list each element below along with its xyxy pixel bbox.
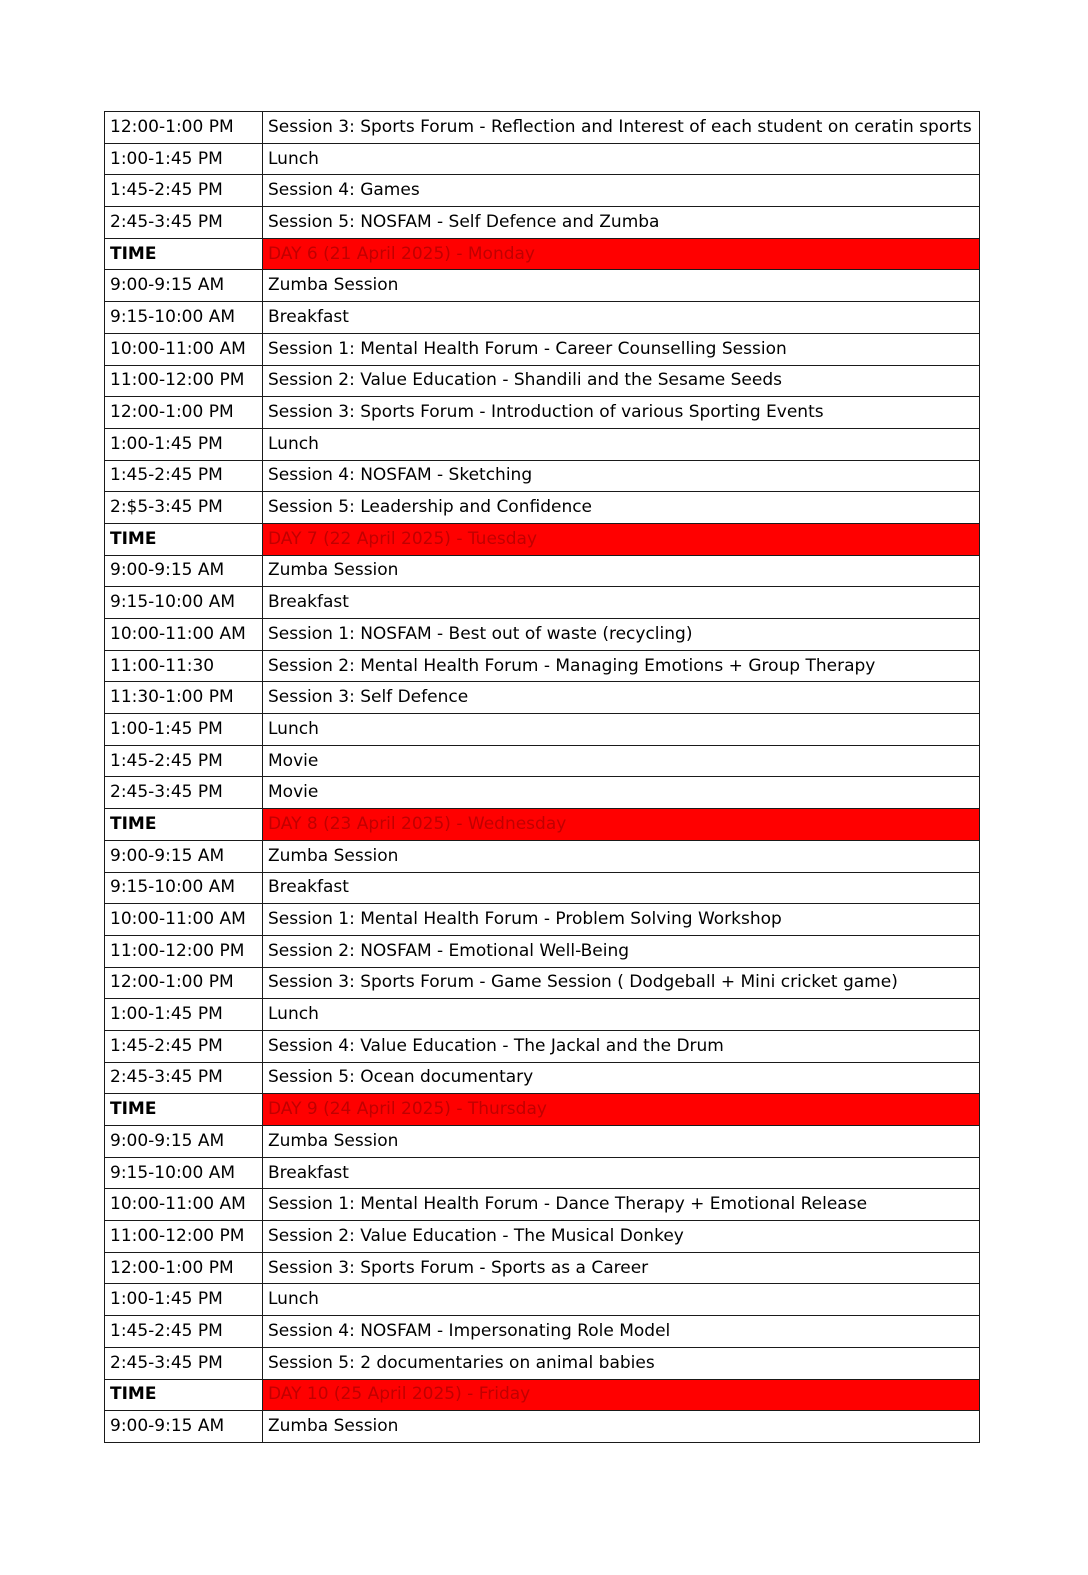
activity-cell: Breakfast [263,1157,980,1189]
time-cell: 2:$5-3:45 PM [105,492,263,524]
time-cell: 9:00-9:15 AM [105,840,263,872]
time-cell: 1:00-1:45 PM [105,714,263,746]
schedule-row [105,1284,980,1316]
schedule-row [105,872,980,904]
schedule-row [105,935,980,967]
schedule-row [105,1221,980,1253]
activity-cell: Session 5: Ocean documentary [263,1062,980,1094]
schedule-row [105,492,980,524]
schedule-row [105,143,980,175]
schedule-row [105,1062,980,1094]
time-cell: 2:45-3:45 PM [105,1062,263,1094]
time-cell: 11:00-12:00 PM [105,365,263,397]
activity-cell: Lunch [263,1284,980,1316]
activity-cell: Session 5: 2 documentaries on animal babies [263,1347,980,1379]
activity-cell: Breakfast [263,587,980,619]
day-title-cell: DAY 8 (23 April 2025) - Wednesday [263,809,980,841]
time-cell: 9:15-10:00 AM [105,302,263,334]
time-cell: 2:45-3:45 PM [105,777,263,809]
activity-cell: Session 3: Self Defence [263,682,980,714]
schedule-row [105,428,980,460]
day-title-cell: DAY 7 (22 April 2025) - Tuesday [263,523,980,555]
day-title-cell: DAY 9 (24 April 2025) - Thursday [263,1094,980,1126]
time-cell: 9:15-10:00 AM [105,872,263,904]
schedule-row [105,1189,980,1221]
activity-cell: Lunch [263,428,980,460]
time-cell: 1:45-2:45 PM [105,1030,263,1062]
activity-cell: Session 3: Sports Forum - Introduction of various Sporting Events [263,397,980,429]
schedule-row [105,777,980,809]
time-cell: 12:00-1:00 PM [105,112,263,144]
day-title-cell: DAY 6 (21 April 2025) - Monday [263,238,980,270]
time-column-header: TIME [105,1379,263,1411]
schedule-body [105,112,980,1443]
activity-cell: Session 5: NOSFAM - Self Defence and Zumba [263,207,980,239]
time-cell: 11:00-11:30 [105,650,263,682]
schedule-row [105,1316,980,1348]
schedule-row [105,397,980,429]
schedule-row [105,904,980,936]
activity-cell: Session 1: NOSFAM - Best out of waste (recycling) [263,619,980,651]
activity-cell: Session 1: Mental Health Forum - Dance Therapy + Emotional Release [263,1189,980,1221]
day-header-row [105,523,980,555]
time-cell: 10:00-11:00 AM [105,333,263,365]
time-cell: 1:00-1:45 PM [105,1284,263,1316]
schedule-row [105,365,980,397]
time-cell: 11:30-1:00 PM [105,682,263,714]
day-header-row [105,238,980,270]
activity-cell: Zumba Session [263,840,980,872]
activity-cell: Session 1: Mental Health Forum - Problem Solving Workshop [263,904,980,936]
time-cell: 12:00-1:00 PM [105,397,263,429]
day-title-cell: DAY 10 (25 April 2025) - Friday [263,1379,980,1411]
time-cell: 1:00-1:45 PM [105,999,263,1031]
activity-cell: Lunch [263,714,980,746]
schedule-row [105,112,980,144]
schedule-row [105,619,980,651]
time-column-header: TIME [105,523,263,555]
activity-cell: Session 2: Value Education - The Musical Donkey [263,1221,980,1253]
schedule-row [105,175,980,207]
time-cell: 9:00-9:15 AM [105,1126,263,1158]
schedule-row [105,650,980,682]
activity-cell: Session 4: NOSFAM - Sketching [263,460,980,492]
time-cell: 9:00-9:15 AM [105,1411,263,1443]
schedule-row [105,1126,980,1158]
activity-cell: Lunch [263,999,980,1031]
schedule-row [105,967,980,999]
schedule-row [105,999,980,1031]
activity-cell: Breakfast [263,302,980,334]
time-column-header: TIME [105,1094,263,1126]
time-cell: 2:45-3:45 PM [105,207,263,239]
time-column-header: TIME [105,809,263,841]
activity-cell: Session 4: Games [263,175,980,207]
time-cell: 9:00-9:15 AM [105,270,263,302]
schedule-row [105,682,980,714]
activity-cell: Zumba Session [263,555,980,587]
activity-cell: Session 3: Sports Forum - Game Session ( Dodgeball + Mini cricket game) [263,967,980,999]
time-cell: 10:00-11:00 AM [105,619,263,651]
schedule-table [104,111,980,1443]
activity-cell: Zumba Session [263,1411,980,1443]
schedule-row [105,1347,980,1379]
schedule-row [105,1252,980,1284]
activity-cell: Lunch [263,143,980,175]
time-cell: 1:45-2:45 PM [105,1316,263,1348]
activity-cell: Session 3: Sports Forum - Reflection and Interest of each student on ceratin sports [263,112,980,144]
time-cell: 12:00-1:00 PM [105,967,263,999]
activity-cell: Movie [263,745,980,777]
activity-cell: Zumba Session [263,1126,980,1158]
time-cell: 11:00-12:00 PM [105,1221,263,1253]
schedule-row [105,302,980,334]
activity-cell: Movie [263,777,980,809]
activity-cell: Session 3: Sports Forum - Sports as a Career [263,1252,980,1284]
schedule-row [105,207,980,239]
schedule-row [105,1411,980,1443]
time-cell: 1:45-2:45 PM [105,745,263,777]
activity-cell: Session 2: Value Education - Shandili and the Sesame Seeds [263,365,980,397]
time-cell: 10:00-11:00 AM [105,1189,263,1221]
time-cell: 1:45-2:45 PM [105,175,263,207]
activity-cell: Session 4: NOSFAM - Impersonating Role Model [263,1316,980,1348]
schedule-row [105,745,980,777]
time-cell: 1:45-2:45 PM [105,460,263,492]
schedule-row [105,460,980,492]
schedule-row [105,714,980,746]
schedule-row [105,333,980,365]
time-cell: 12:00-1:00 PM [105,1252,263,1284]
activity-cell: Session 1: Mental Health Forum - Career Counselling Session [263,333,980,365]
activity-cell: Session 2: NOSFAM - Emotional Well-Being [263,935,980,967]
activity-cell: Session 2: Mental Health Forum - Managing Emotions + Group Therapy [263,650,980,682]
time-cell: 2:45-3:45 PM [105,1347,263,1379]
day-header-row [105,1094,980,1126]
schedule-row [105,555,980,587]
activity-cell: Session 4: Value Education - The Jackal and the Drum [263,1030,980,1062]
schedule-row [105,587,980,619]
time-cell: 9:15-10:00 AM [105,587,263,619]
schedule-row [105,1030,980,1062]
time-cell: 9:15-10:00 AM [105,1157,263,1189]
time-cell: 10:00-11:00 AM [105,904,263,936]
time-cell: 9:00-9:15 AM [105,555,263,587]
activity-cell: Zumba Session [263,270,980,302]
time-cell: 1:00-1:45 PM [105,428,263,460]
time-cell: 11:00-12:00 PM [105,935,263,967]
day-header-row [105,809,980,841]
schedule-row [105,840,980,872]
activity-cell: Session 5: Leadership and Confidence [263,492,980,524]
time-cell: 1:00-1:45 PM [105,143,263,175]
schedule-row [105,1157,980,1189]
day-header-row [105,1379,980,1411]
activity-cell: Breakfast [263,872,980,904]
schedule-row [105,270,980,302]
time-column-header: TIME [105,238,263,270]
